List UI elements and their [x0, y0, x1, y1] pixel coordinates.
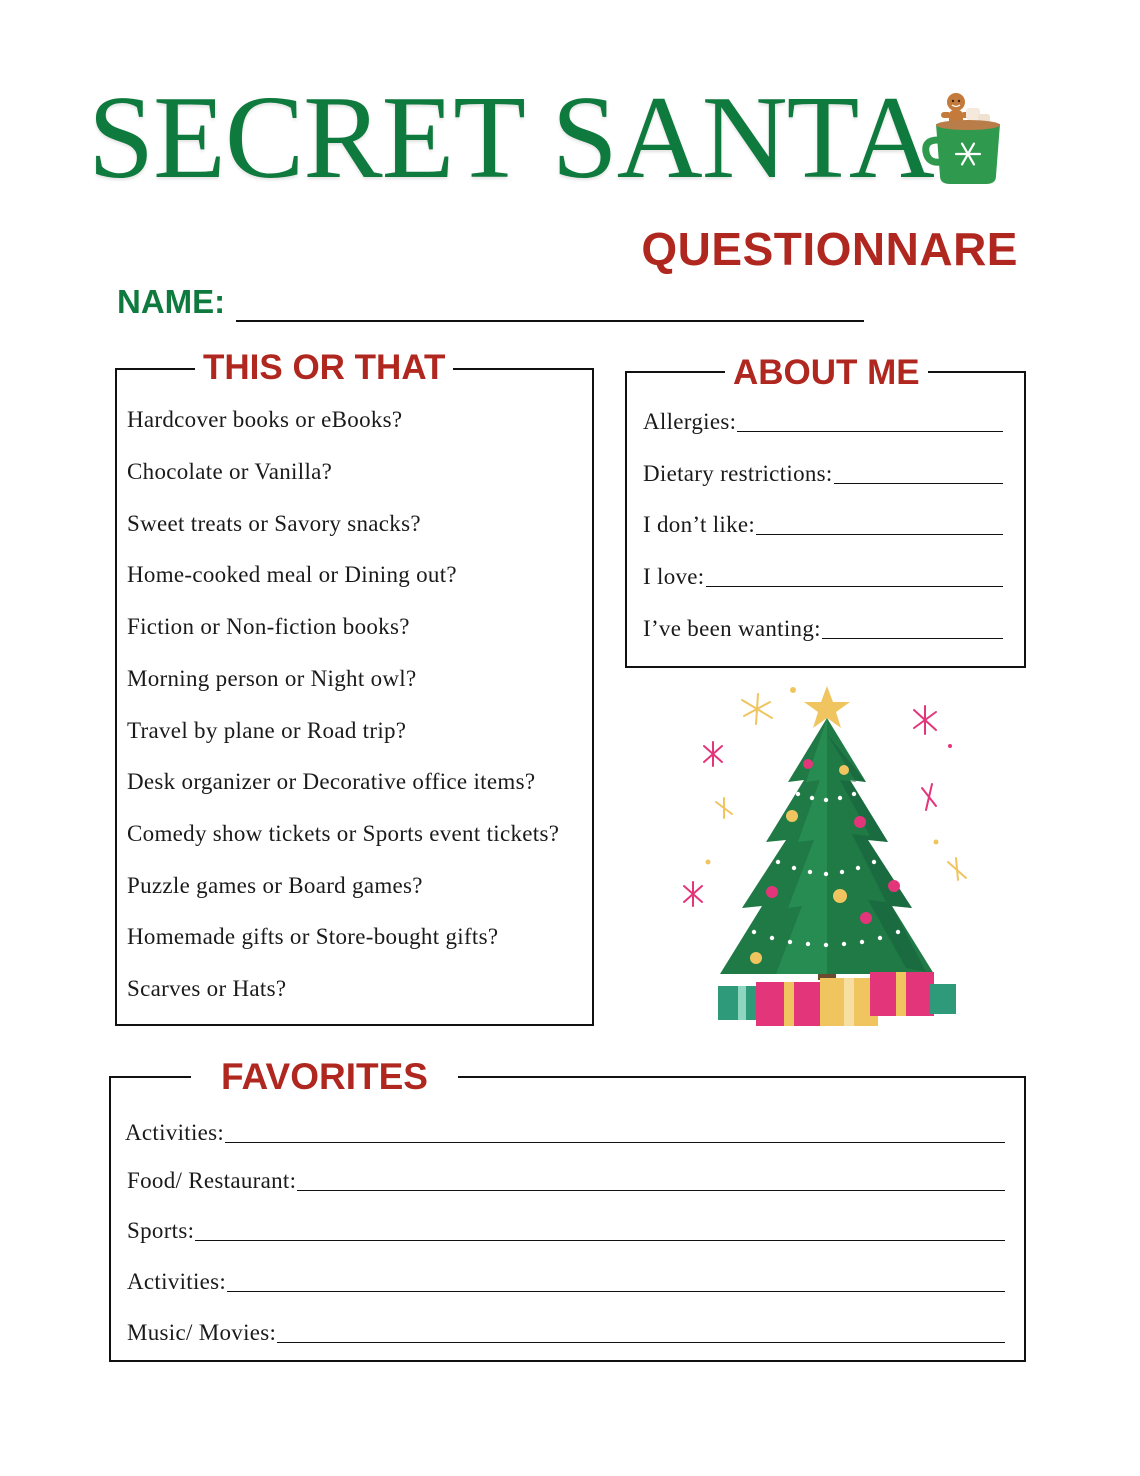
field-label: Dietary restrictions: [643, 461, 833, 486]
field-label: Activities: [125, 1120, 225, 1145]
about-me-heading: ABOUT ME [725, 353, 928, 393]
question-item: Homemade gifts or Store-bought gifts? [127, 924, 499, 949]
page-title: SECRET SANTA [88, 71, 934, 203]
love-field[interactable] [643, 564, 1003, 590]
favorites-section [109, 1056, 1026, 1362]
answer-line[interactable] [225, 1142, 1005, 1143]
answer-line[interactable] [227, 1291, 1005, 1292]
sports-field[interactable] [127, 1218, 1005, 1244]
question-item: Fiction or Non-fiction books? [127, 614, 410, 639]
question-item: Puzzle games or Board games? [127, 873, 423, 898]
christmas-tree-illustration [680, 682, 970, 1027]
question-item: Comedy show tickets or Sports event tickets? [127, 821, 560, 846]
music-movies-field[interactable] [127, 1320, 1005, 1346]
field-label: Allergies: [643, 409, 737, 434]
food-restaurant-field[interactable] [127, 1168, 1005, 1194]
this-or-that-section [115, 348, 594, 1026]
answer-line[interactable] [737, 431, 1003, 432]
name-label: NAME: [117, 283, 226, 320]
cocoa-mug-with-gingerbread-icon [922, 88, 1012, 188]
favorites-heading: FAVORITES [191, 1056, 458, 1098]
dietary-restrictions-field[interactable] [643, 461, 1003, 487]
question-item: Morning person or Night owl? [127, 666, 417, 691]
question-item: Hardcover books or eBooks? [127, 407, 403, 432]
question-item: Sweet treats or Savory snacks? [127, 511, 421, 536]
question-item: Chocolate or Vanilla? [127, 459, 333, 484]
answer-line[interactable] [822, 638, 1003, 639]
question-item: Travel by plane or Road trip? [127, 718, 407, 743]
activities-field[interactable] [125, 1120, 1005, 1146]
activities-field-2[interactable] [127, 1269, 1005, 1295]
field-label: Activities: [127, 1269, 227, 1294]
answer-line[interactable] [834, 483, 1003, 484]
this-or-that-heading: THIS OR THAT [195, 348, 453, 388]
answer-line[interactable] [706, 586, 1004, 587]
field-label: Food/ Restaurant: [127, 1168, 297, 1193]
field-label: I love: [643, 564, 705, 589]
been-wanting-field[interactable] [643, 616, 1003, 642]
allergies-field[interactable] [643, 409, 1003, 435]
field-label: Music/ Movies: [127, 1320, 277, 1345]
field-label: I’ve been wanting: [643, 616, 821, 641]
field-label: I don’t like: [643, 512, 756, 537]
questionnaire-subtitle: QUESTIONNARE [641, 223, 1018, 275]
question-item: Scarves or Hats? [127, 976, 287, 1001]
answer-line[interactable] [297, 1190, 1005, 1191]
name-input-line[interactable] [236, 320, 864, 322]
question-item: Desk organizer or Decorative office items? [127, 769, 536, 794]
answer-line[interactable] [277, 1342, 1005, 1343]
about-me-section [625, 353, 1026, 668]
field-label: Sports: [127, 1218, 195, 1243]
dont-like-field[interactable] [643, 512, 1003, 538]
answer-line[interactable] [756, 534, 1003, 535]
question-item: Home-cooked meal or Dining out? [127, 562, 457, 587]
answer-line[interactable] [195, 1240, 1005, 1241]
